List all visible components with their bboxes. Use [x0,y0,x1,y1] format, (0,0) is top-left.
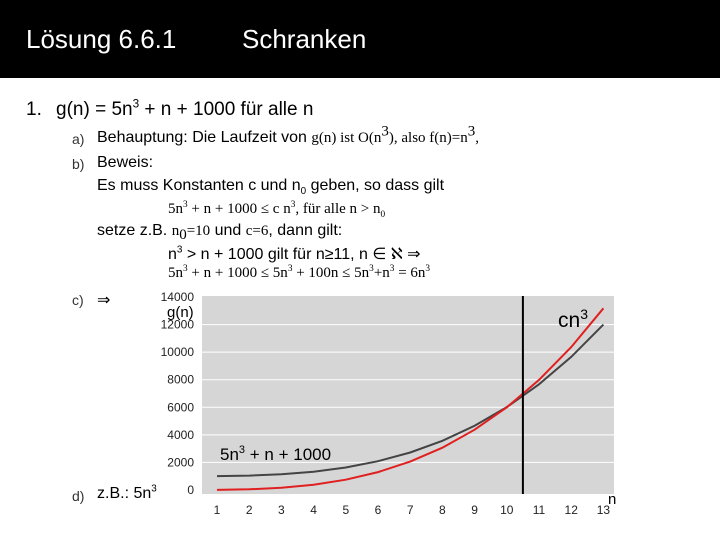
item-1-marker: 1. [26,99,42,120]
y-tick-label: 4000 [167,427,194,442]
x-tick-label: 2 [245,503,253,517]
item-a-marker: a) [72,131,85,147]
x-tick-label: 1 [213,503,221,517]
x-axis-labels [214,503,611,517]
y-axis-labels [161,290,195,497]
item-1-text: $g(n) = 5n^3 + n + 1000$ für alle n [56,97,314,120]
y-tick-label: 10000 [160,345,194,360]
y-tick-label: 6000 [167,400,194,415]
x-axis-label: n [608,491,617,508]
x-tick-label: 7 [406,503,414,517]
slide-title: Lösung 6.6.1 [26,24,177,54]
item-b-title: Beweis: [97,154,154,171]
item-b-line1: Es muss Konstanten c und $n_0$ geben, so dass gilt [97,177,445,198]
item-b-marker: b) [72,156,85,172]
formula-1: $5n^3 + n + 1000 \le c$ $n^3$, für alle $n > n_0$ [168,200,386,220]
x-tick-label: 10 [500,503,514,517]
g-label: g(n) [167,304,194,321]
g-formula-label: $5n^3 + n + 1000$ [220,444,332,464]
cn3-label: $cn^3$ [558,306,588,332]
item-b-line3: $n^3 > n + 1000$ gilt für n≥11, n ∈ ℵ ⇒ [168,244,421,263]
item-d-text: z.B.: $5n^3$ [97,483,157,502]
x-tick-label: 8 [439,503,446,517]
x-tick-label: 9 [471,503,478,517]
y-tick-label: 2000 [167,455,194,470]
x-tick-label: 13 [596,503,611,517]
implies-arrow: ⇒ [97,292,111,309]
x-tick-label: 3 [278,503,285,517]
y-tick-label: 14000 [160,290,194,304]
x-tick-label: 5 [342,503,350,517]
plot-area [202,296,614,494]
slide-topic: Schranken [242,24,367,54]
item-b-line2: setze z.B. $n_0=10$ und c=6, dann gilt: [97,222,343,244]
y-tick-label: 12000 [160,317,194,332]
x-tick-label: 11 [532,503,546,517]
x-tick-label: 4 [310,503,317,517]
y-tick-label: 0 [187,483,194,497]
item-c-marker: c) [72,292,84,308]
x-tick-label: 6 [374,503,382,517]
formula-2: $5n^3 + n + 1000 \le 5n^3 + 100n \le 5n^3+n^3 = 6n^3$ [168,264,431,281]
item-a-text: Behauptung: Die Laufzeit von g(n) ist $O(n^3)$, also $f(n)=n^3$, [97,123,479,146]
y-tick-label: 8000 [167,372,194,387]
x-tick-label: 12 [564,503,578,517]
item-d-marker: d) [72,488,85,504]
